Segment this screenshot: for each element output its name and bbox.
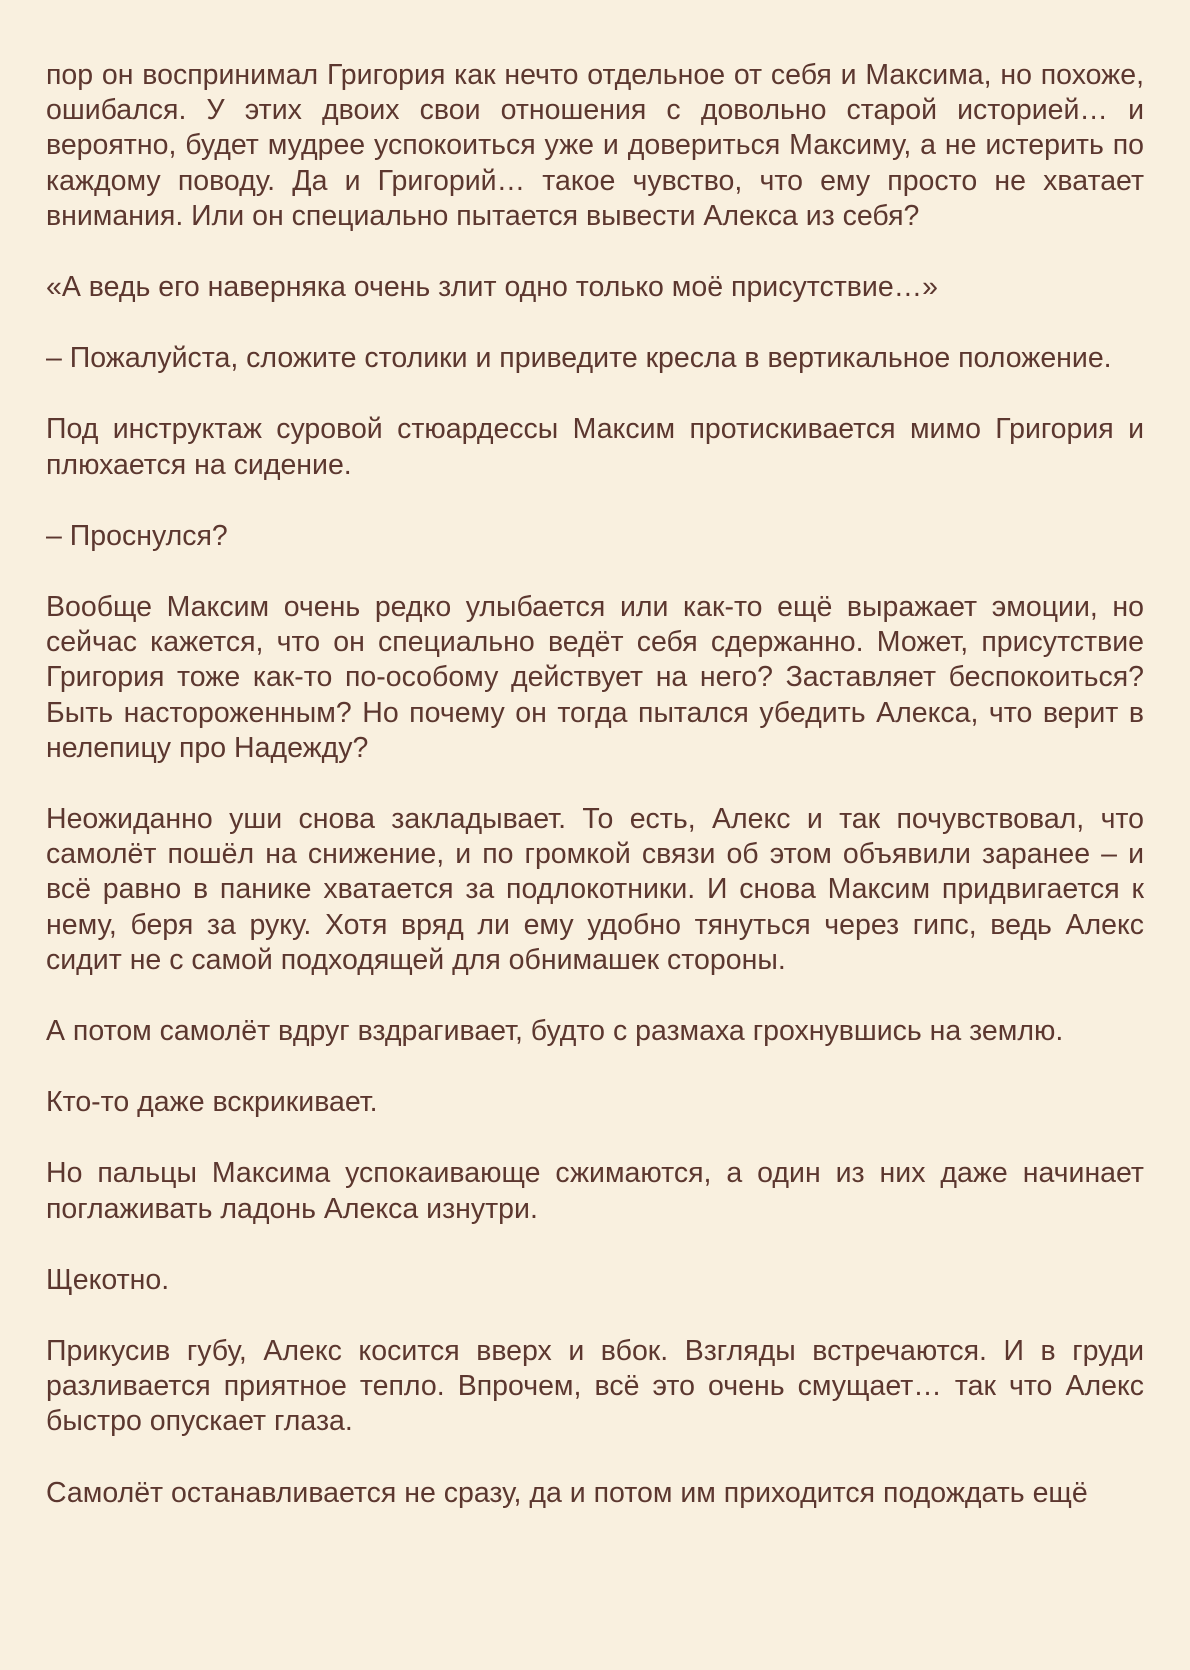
paragraph: Неожиданно уши снова закладывает. То есть, Алекс и так почувствовал, что самолёт пошёл на снижение, и по громкой связи об этом объявили заранее – и всё равно в панике хватается за подлокотники. И снова Максим придвигается к нему, беря за руку. Хотя вряд ли ему удобно тянуться через гипс, ведь Алекс сидит не с самой подходящей для обнимашек стороны.	[46, 803, 1144, 976]
paragraph: – Проснулся?	[46, 519, 228, 552]
paragraph: Самолёт останавливается не сразу, да и потом им приходится подождать ещё	[46, 1476, 1088, 1509]
paragraph: Прикусив губу, Алекс косится вверх и вбок. Взгляды встречаются. И в груди разливается приятное тепло. Впрочем, всё это очень смущает… так что Алекс быстро опускает глаза.	[46, 1335, 1144, 1438]
paragraph: А потом самолёт вдруг вздрагивает, будто с размаха грохнувшись на землю.	[46, 1015, 1064, 1048]
document-page	[46, 58, 1144, 1511]
paragraph: пор он воспринимал Григория как нечто отдельное от себя и Максима, но похоже, ошибался. У этих двоих свои отношения с довольно старой историей… и вероятно, будет мудрее успокоиться уже и довериться Максиму, а не истерить по каждому поводу. Да и Григорий… такое чувство, что ему просто не хватает внимания. Или он специально пытается вывести Алекса из себя?	[46, 59, 1144, 232]
paragraph: Кто-то даже вскрикивает.	[46, 1086, 378, 1119]
paragraph: Щекотно.	[46, 1263, 170, 1296]
paragraph: «А ведь его наверняка очень злит одно только моё присутствие…»	[46, 271, 939, 304]
paragraph: Под инструктаж суровой стюардессы Максим протискивается мимо Григория и плюхается на сидение.	[46, 413, 1144, 481]
paragraph: Вообще Максим очень редко улыбается или как-то ещё выражает эмоции, но сейчас кажется, что он специально ведёт себя сдержанно. Может, присутствие Григория тоже как-то по-особому действует на него? Заставляет беспокоиться? Быть настороженным? Но почему он тогда пытался убедить Алекса, что верит в нелепицу про Надежду?	[46, 591, 1144, 764]
paragraph: – Пожалуйста, сложите столики и приведите кресла в вертикальное положение.	[46, 342, 1112, 375]
paragraph: Но пальцы Максима успокаивающе сжимаются, а один из них даже начинает поглаживать ладонь Алекса изнутри.	[46, 1157, 1144, 1225]
